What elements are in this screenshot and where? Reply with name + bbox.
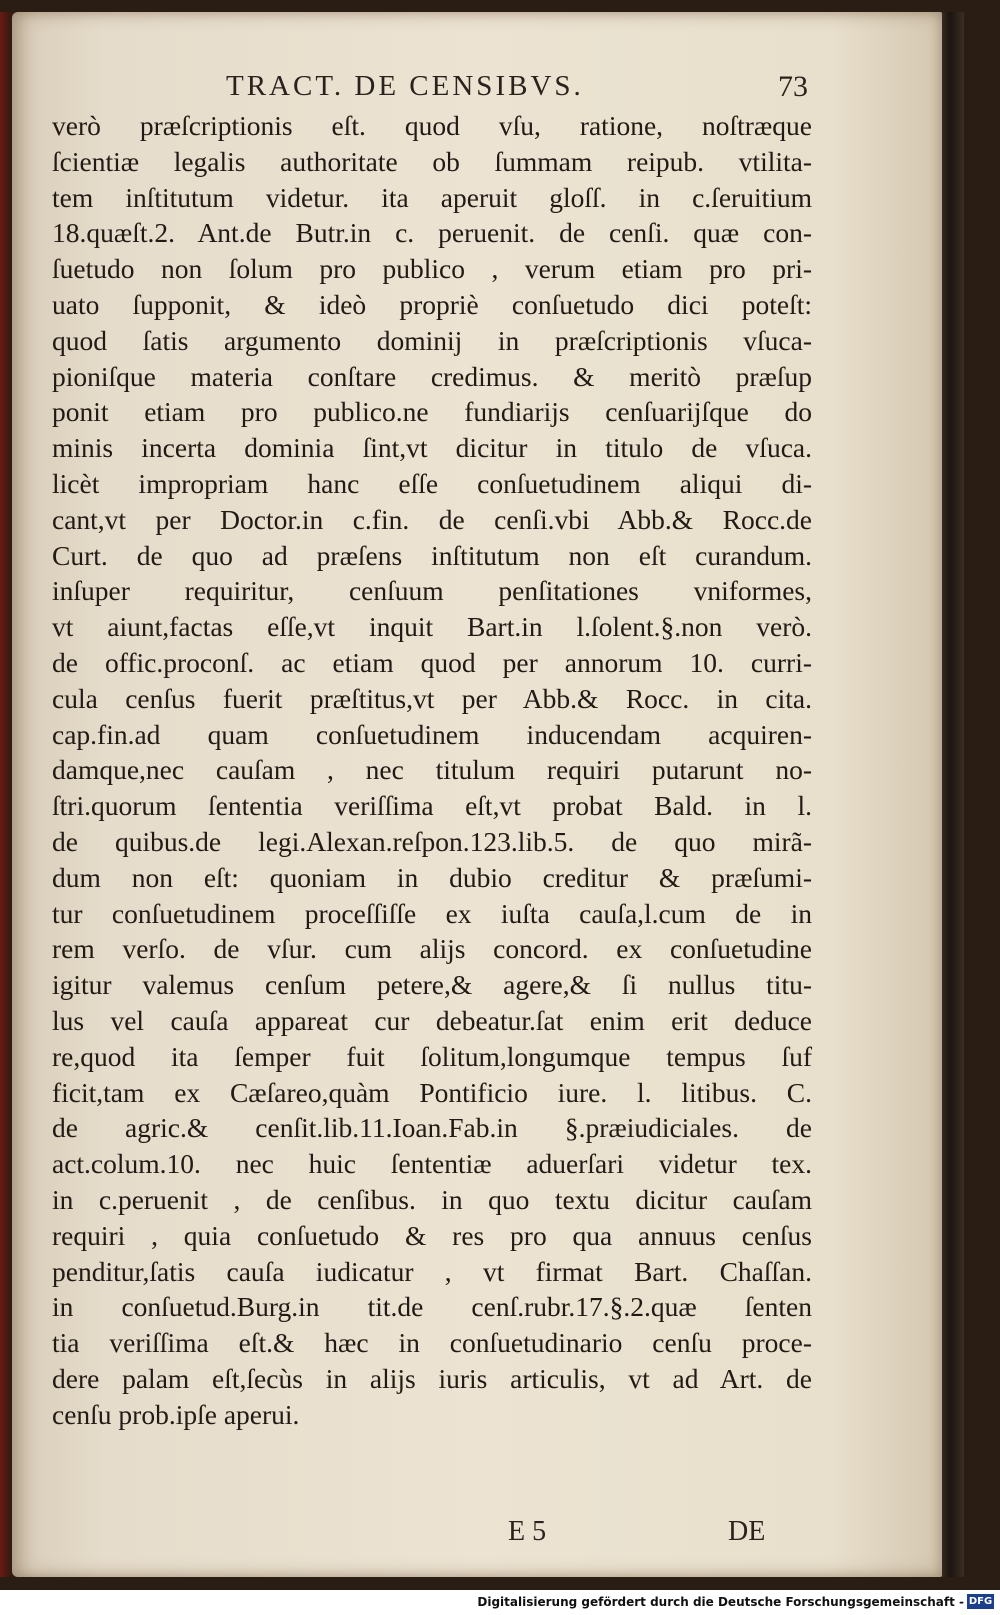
text-line: inſuper requiritur, cenſuum penſitationes vniformes, <box>52 575 812 607</box>
text-line: lus vel cauſa appareat cur debeatur.ſat enim erit deduce <box>52 1004 812 1036</box>
text-line: verò præſcriptionis eſt. quod vſu, ratione, noſtræque <box>52 110 812 141</box>
text-line: licèt impropriam hanc eſſe conſuetudinem aliqui di- <box>52 467 812 499</box>
footer-bar <box>0 1590 1000 1615</box>
text-line: cenſu prob.ipſe aperui. <box>52 1398 300 1430</box>
text-line: requiri , quia conſuetudo & res pro qua annuus cenſus <box>52 1219 812 1251</box>
text-line: igitur valemus cenſum petere,& agere,& ſi nullus titu- <box>52 969 812 1001</box>
text-line: de quibus.de legi.Alexan.reſpon.123.lib.5. de quo mirã- <box>52 825 812 857</box>
text-line: act.colum.10. nec huic ſententiæ aduerſari videtur tex. <box>52 1148 812 1180</box>
text-line: pioniſque materia conſtare credimus. & meritò præſup <box>52 360 812 392</box>
text-line: cula cenſus fuerit præſtitus,vt per Abb.& Rocc. in cita. <box>52 682 812 714</box>
text-line: ſtri.quorum ſententia veriſſima eſt,vt probat Bald. in l. <box>52 790 812 822</box>
text-line: ponit etiam pro publico.ne fundiarijs cenſuarijſque do <box>52 396 812 428</box>
text-line: penditur,ſatis cauſa iudicatur , vt firmat Bart. Chaſſan. <box>52 1255 812 1287</box>
text-line: dere palam eſt,ſecùs in alijs iuris articulis, vt ad Art. de <box>52 1362 812 1394</box>
text-line: 18.quæſt.2. Ant.de Butr.in c. peruenit. de cenſi. quæ con- <box>52 217 812 249</box>
text-line: rem verſo. de vſur. cum alijs concord. ex conſuetudine <box>52 933 812 965</box>
text-line: ſcientiæ legalis authoritate ob ſummam reipub. vtilita- <box>52 145 812 177</box>
text-line: minis incerta dominia ſint,vt dicitur in titulo de vſuca. <box>52 432 812 464</box>
signature-mark: E 5 <box>508 1516 547 1547</box>
text-line: vt aiunt,factas eſſe,vt inquit Bart.in l.ſolent.§.non verò. <box>52 611 812 643</box>
text-line: ſuetudo non ſolum pro publico , verum etiam pro pri- <box>52 253 812 285</box>
text-line: ficit,tam ex Cæſareo,quàm Pontificio iure. l. litibus. C. <box>52 1076 812 1108</box>
funding-notice: Digitalisierung gefördert durch die Deutsche Forschungsgemeinschaft - <box>477 1595 964 1609</box>
text-line: in c.peruenit , de cenſibus. in quo textu dicitur cauſam <box>52 1183 812 1215</box>
body-text <box>52 108 812 1432</box>
text-line: de offic.proconſ. ac etiam quod per annorum 10. curri- <box>52 646 812 678</box>
text-line: Curt. de quo ad præſens inſtitutum non eſt curandum. <box>52 539 812 571</box>
running-head: TRACT. DE CENSIBVS. <box>226 70 584 102</box>
text-line: tem inſtitutum videtur. ita aperuit gloſſ. in c.ſeruitium <box>52 181 812 213</box>
text-line: damque,nec cauſam , nec titulum requiri putarunt no- <box>52 754 812 786</box>
text-line: tur conſuetudinem proceſſiſſe ex iuſta cauſa,l.cum de in <box>52 897 812 929</box>
dfg-logo-icon: DFG <box>968 1596 993 1607</box>
text-line: cap.fin.ad quam conſuetudinem inducendam acquiren- <box>52 718 812 750</box>
text-line: quod ſatis argumento dominij in præſcriptionis vſuca- <box>52 324 812 356</box>
text-line: tia veriſſima eſt.& hæc in conſuetudinario cenſu proce- <box>52 1327 812 1359</box>
text-line: dum non eſt: quoniam in dubio creditur & præſumi- <box>52 861 812 893</box>
folio-number: 73 <box>778 70 808 103</box>
text-line: uato ſupponit, & ideò propriè conſuetudo dici poteſt: <box>52 288 812 320</box>
text-line: cant,vt per Doctor.in c.fin. de cenſi.vbi Abb.& Rocc.de <box>52 503 812 535</box>
text-line: de agric.& cenſit.lib.11.Ioan.Fab.in §.præiudiciales. de <box>52 1112 812 1144</box>
text-line: in conſuetud.Burg.in tit.de cenſ.rubr.17.§.2.quæ ſenten <box>52 1291 812 1323</box>
text-line: re,quod ita ſemper fuit ſolitum,longumque tempus ſuf <box>52 1040 812 1072</box>
catchword: DE <box>728 1516 766 1547</box>
